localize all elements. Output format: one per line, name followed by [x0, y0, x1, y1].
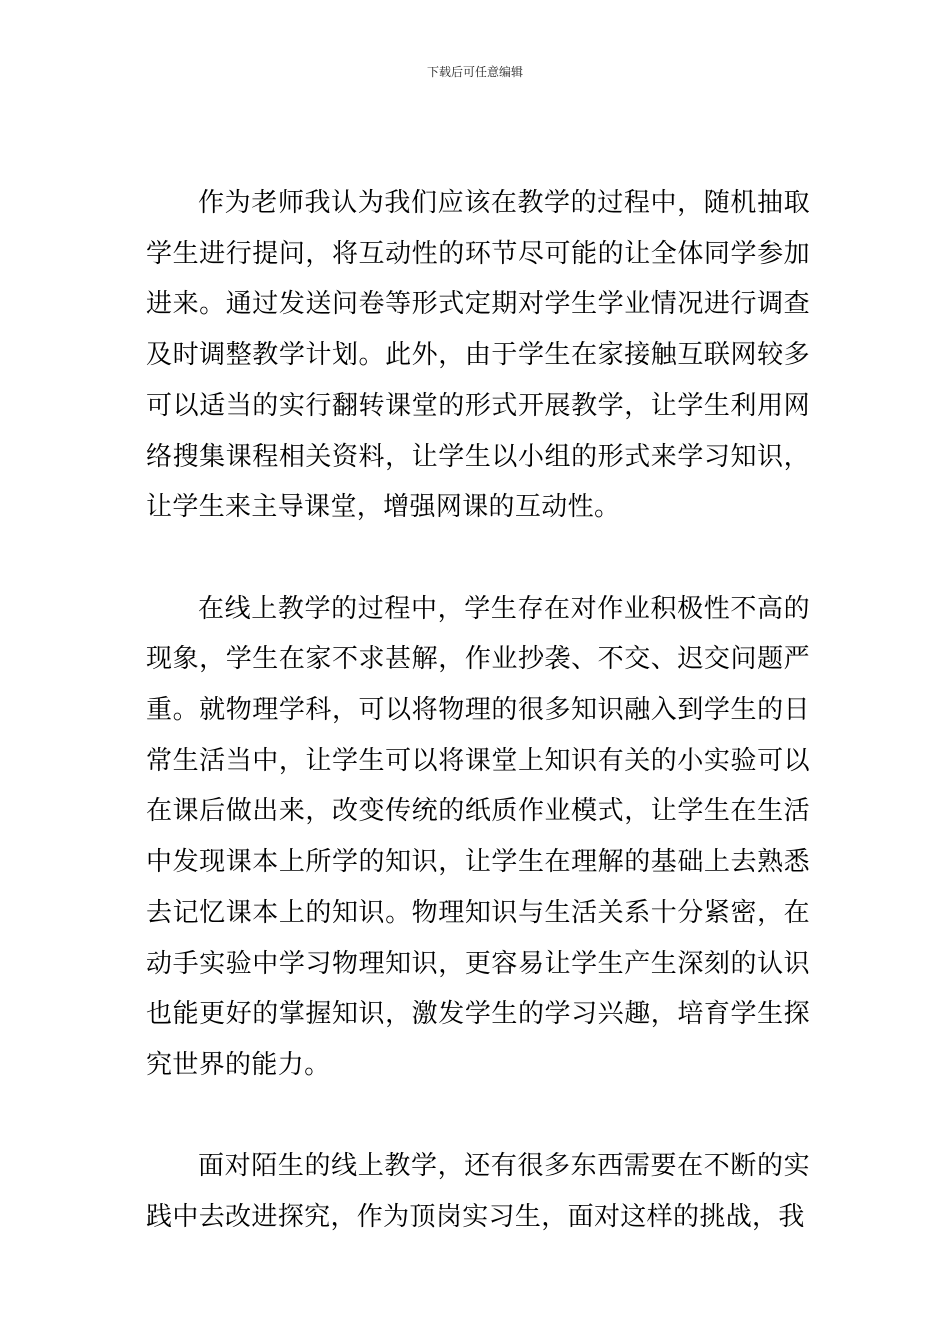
- page-header: 下载后可任意编辑: [426, 65, 523, 79]
- paragraph-1: 作为老师我认为我们应该在教学的过程中，随机抽取学生进行提问，将互动性的环节尽可能的让全体同学参加进来。通过发送问卷等形式定期对学生学业情况进行调查及时调整教学计划。此外，由于学生在家接触互联网较多可以适当的实行翻转课堂的形式开展教学，让学生利用网络搜集课程相关资料，让学生以小组的形式来学习知识，让学生来主导课堂，增强网课的互动性。: [146, 188, 810, 523]
- paragraph-3: 面对陌生的线上教学，还有很多东西需要在不断的实践中去改进探究，作为顶岗实习生，面对这样的挑战，我: [146, 1151, 810, 1233]
- document-body: [146, 178, 810, 1243]
- paragraph-2: 在线上教学的过程中，学生存在对作业积极性不高的现象，学生在家不求甚解，作业抄袭、不交、迟交问题严重。就物理学科，可以将物理的很多知识融入到学生的日常生活当中，让学生可以将课堂上知识有关的小实验可以在课后做出来，改变传统的纸质作业模式，让学生在生活中发现课本上所学的知识，让学生在理解的基础上去熟悉去记忆课本上的知识。物理知识与生活关系十分紧密，在动手实验中学习物理知识，更容易让学生产生深刻的认识也能更好的掌握知识，激发学生的学习兴趣，培育学生探究世界的能力。: [146, 593, 810, 1080]
